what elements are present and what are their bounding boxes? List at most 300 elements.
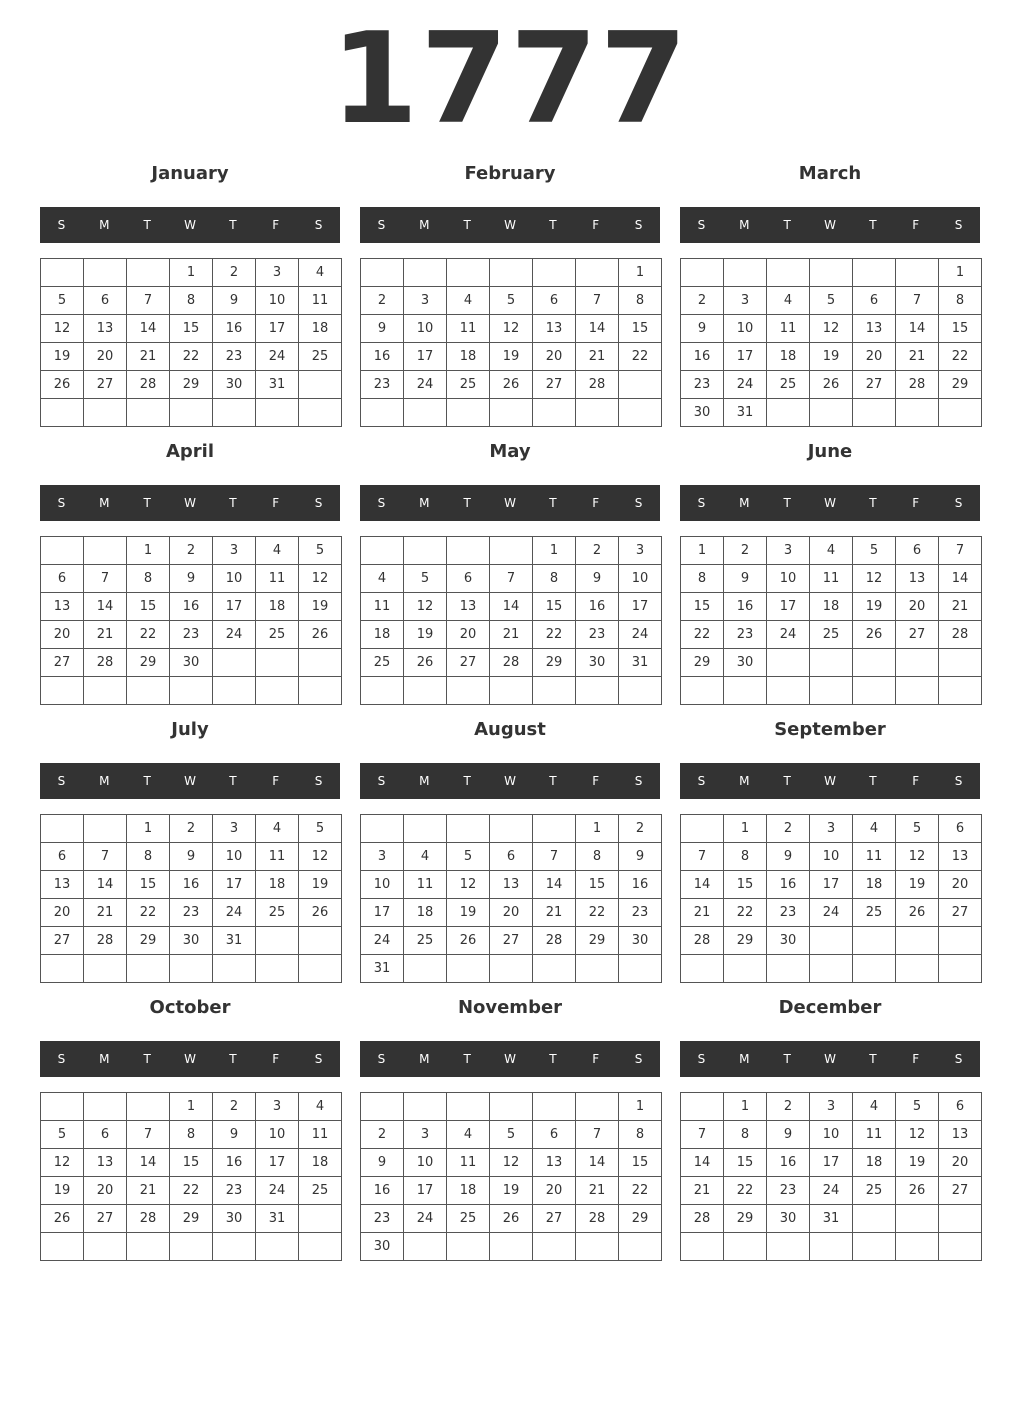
day-cell: 14	[576, 315, 619, 343]
day-cell: 8	[724, 1121, 767, 1149]
week-row	[681, 815, 982, 843]
day-grid	[40, 536, 342, 705]
day-cell: 12	[299, 565, 342, 593]
weekday-label: S	[634, 218, 643, 232]
weekday-label: F	[912, 496, 920, 510]
week-row	[681, 843, 982, 871]
weekday-label: W	[824, 774, 836, 788]
day-cell: 10	[256, 1121, 299, 1149]
day-cell: 29	[533, 649, 576, 677]
week-row	[41, 593, 342, 621]
empty-cell	[41, 677, 84, 705]
day-cell: 1	[619, 259, 662, 287]
week-row	[361, 1093, 662, 1121]
week-row	[41, 1205, 342, 1233]
day-cell: 3	[213, 815, 256, 843]
day-cell: 29	[127, 927, 170, 955]
week-row	[681, 1177, 982, 1205]
day-cell: 8	[127, 843, 170, 871]
day-cell: 4	[810, 537, 853, 565]
week-row	[681, 315, 982, 343]
week-row	[41, 621, 342, 649]
empty-cell	[681, 1093, 724, 1121]
empty-cell	[84, 955, 127, 983]
weekday-label: S	[377, 218, 386, 232]
day-cell: 7	[681, 843, 724, 871]
empty-cell	[939, 927, 982, 955]
week-row	[681, 259, 982, 287]
day-cell: 10	[619, 565, 662, 593]
day-cell: 24	[767, 621, 810, 649]
day-cell: 22	[127, 621, 170, 649]
week-row	[681, 649, 982, 677]
day-cell: 17	[724, 343, 767, 371]
weekday-label: S	[314, 774, 323, 788]
week-row	[681, 1205, 982, 1233]
day-cell: 16	[170, 871, 213, 899]
week-row	[41, 565, 342, 593]
weekday-label: F	[592, 1052, 600, 1066]
day-cell: 16	[619, 871, 662, 899]
empty-cell	[896, 259, 939, 287]
week-row	[361, 1177, 662, 1205]
day-cell: 3	[767, 537, 810, 565]
empty-cell	[299, 927, 342, 955]
day-cell: 22	[724, 899, 767, 927]
day-cell: 20	[853, 343, 896, 371]
empty-cell	[447, 955, 490, 983]
month-title: November	[457, 997, 563, 1018]
weekday-label: S	[634, 774, 643, 788]
empty-cell	[256, 955, 299, 983]
day-cell: 9	[576, 565, 619, 593]
empty-cell	[447, 259, 490, 287]
day-cell: 30	[170, 649, 213, 677]
day-cell: 22	[170, 1177, 213, 1205]
day-cell: 1	[533, 537, 576, 565]
weekday-label: T	[229, 218, 237, 232]
empty-cell	[299, 399, 342, 427]
day-cell: 10	[810, 1121, 853, 1149]
empty-cell	[853, 955, 896, 983]
day-cell: 29	[576, 927, 619, 955]
day-cell: 24	[810, 899, 853, 927]
day-cell: 12	[490, 315, 533, 343]
weekday-label: S	[314, 496, 323, 510]
day-cell: 21	[490, 621, 533, 649]
empty-cell	[127, 677, 170, 705]
day-cell: 15	[681, 593, 724, 621]
day-cell: 5	[299, 537, 342, 565]
week-row	[681, 871, 982, 899]
day-grid	[360, 1092, 662, 1261]
day-cell: 28	[84, 649, 127, 677]
day-cell: 5	[896, 1093, 939, 1121]
day-cell: 2	[361, 287, 404, 315]
week-row	[41, 1177, 342, 1205]
weekday-label: T	[549, 496, 557, 510]
day-cell: 19	[299, 871, 342, 899]
week-row	[361, 649, 662, 677]
weekday-header	[680, 207, 980, 243]
day-cell: 2	[170, 537, 213, 565]
day-cell: 22	[127, 899, 170, 927]
day-cell: 5	[404, 565, 447, 593]
day-cell: 11	[767, 315, 810, 343]
empty-cell	[361, 815, 404, 843]
day-cell: 4	[299, 259, 342, 287]
empty-cell	[619, 955, 662, 983]
week-row	[681, 621, 982, 649]
empty-cell	[213, 677, 256, 705]
day-cell: 5	[490, 287, 533, 315]
day-cell: 23	[724, 621, 767, 649]
day-grid	[360, 258, 662, 427]
day-cell: 1	[724, 815, 767, 843]
week-row	[681, 565, 982, 593]
day-cell: 30	[213, 371, 256, 399]
day-cell: 28	[84, 927, 127, 955]
weekday-label: W	[504, 1052, 516, 1066]
week-row	[361, 843, 662, 871]
weekday-header	[680, 1041, 980, 1077]
week-row	[681, 399, 982, 427]
day-cell: 1	[939, 259, 982, 287]
week-row	[681, 677, 982, 705]
day-cell: 23	[681, 371, 724, 399]
day-cell: 21	[533, 899, 576, 927]
empty-cell	[576, 399, 619, 427]
day-cell: 1	[170, 1093, 213, 1121]
empty-cell	[939, 955, 982, 983]
weekday-label: S	[634, 496, 643, 510]
weekday-header	[360, 485, 660, 521]
weekday-label: M	[739, 1052, 750, 1066]
weekday-label: M	[419, 774, 430, 788]
day-cell: 20	[533, 1177, 576, 1205]
day-cell: 2	[724, 537, 767, 565]
week-row	[361, 899, 662, 927]
week-row	[41, 871, 342, 899]
empty-cell	[619, 1233, 662, 1261]
day-cell: 13	[490, 871, 533, 899]
day-cell: 31	[256, 371, 299, 399]
week-row	[361, 593, 662, 621]
day-cell: 11	[299, 287, 342, 315]
day-cell: 26	[41, 371, 84, 399]
empty-cell	[299, 677, 342, 705]
day-cell: 15	[127, 871, 170, 899]
day-cell: 6	[84, 1121, 127, 1149]
day-cell: 8	[939, 287, 982, 315]
day-cell: 11	[404, 871, 447, 899]
day-cell: 3	[619, 537, 662, 565]
day-cell: 24	[404, 1205, 447, 1233]
empty-cell	[576, 955, 619, 983]
day-cell: 25	[447, 371, 490, 399]
day-cell: 15	[724, 1149, 767, 1177]
day-cell: 28	[576, 1205, 619, 1233]
weekday-label: T	[869, 496, 877, 510]
month-title: October	[149, 997, 231, 1018]
day-cell: 5	[810, 287, 853, 315]
day-cell: 5	[299, 815, 342, 843]
empty-cell	[170, 1233, 213, 1261]
day-cell: 9	[213, 287, 256, 315]
day-cell: 29	[170, 371, 213, 399]
empty-cell	[256, 649, 299, 677]
day-cell: 1	[127, 537, 170, 565]
weekday-label: T	[463, 496, 471, 510]
day-cell: 24	[404, 371, 447, 399]
day-cell: 20	[84, 1177, 127, 1205]
empty-cell	[256, 1233, 299, 1261]
week-row	[41, 259, 342, 287]
empty-cell	[939, 1233, 982, 1261]
day-cell: 18	[256, 593, 299, 621]
empty-cell	[170, 677, 213, 705]
weekday-label: S	[954, 496, 963, 510]
empty-cell	[681, 259, 724, 287]
day-cell: 30	[767, 1205, 810, 1233]
day-cell: 28	[681, 927, 724, 955]
day-cell: 26	[490, 371, 533, 399]
day-cell: 26	[810, 371, 853, 399]
day-cell: 22	[724, 1177, 767, 1205]
day-cell: 20	[490, 899, 533, 927]
day-grid	[360, 814, 662, 983]
empty-cell	[84, 399, 127, 427]
weekday-label: S	[57, 774, 66, 788]
empty-cell	[84, 677, 127, 705]
day-cell: 5	[447, 843, 490, 871]
day-cell: 18	[299, 1149, 342, 1177]
empty-cell	[810, 649, 853, 677]
empty-cell	[170, 399, 213, 427]
day-cell: 28	[127, 1205, 170, 1233]
day-cell: 26	[299, 621, 342, 649]
day-cell: 9	[170, 843, 213, 871]
day-cell: 24	[361, 927, 404, 955]
day-cell: 12	[447, 871, 490, 899]
month-title: March	[798, 163, 862, 184]
weekday-label: F	[592, 774, 600, 788]
week-row	[41, 899, 342, 927]
week-row	[361, 371, 662, 399]
weekday-label: F	[912, 1052, 920, 1066]
empty-cell	[299, 1233, 342, 1261]
weekday-label: F	[272, 496, 280, 510]
month-title: July	[171, 719, 209, 740]
week-row	[361, 1121, 662, 1149]
day-cell: 21	[576, 1177, 619, 1205]
day-cell: 27	[41, 649, 84, 677]
weekday-label: M	[99, 774, 110, 788]
day-cell: 19	[490, 1177, 533, 1205]
day-cell: 14	[127, 1149, 170, 1177]
empty-cell	[853, 259, 896, 287]
day-cell: 26	[490, 1205, 533, 1233]
week-row	[41, 677, 342, 705]
day-cell: 17	[767, 593, 810, 621]
day-cell: 23	[170, 899, 213, 927]
day-cell: 16	[767, 1149, 810, 1177]
weekday-label: M	[419, 496, 430, 510]
day-cell: 2	[767, 815, 810, 843]
empty-cell	[490, 399, 533, 427]
day-cell: 12	[299, 843, 342, 871]
weekday-label: S	[697, 218, 706, 232]
day-cell: 16	[361, 343, 404, 371]
day-cell: 8	[170, 1121, 213, 1149]
empty-cell	[853, 649, 896, 677]
empty-cell	[939, 1205, 982, 1233]
week-row	[361, 621, 662, 649]
empty-cell	[767, 677, 810, 705]
day-cell: 6	[853, 287, 896, 315]
day-cell: 20	[896, 593, 939, 621]
empty-cell	[447, 677, 490, 705]
empty-cell	[533, 1233, 576, 1261]
day-cell: 3	[404, 1121, 447, 1149]
week-row	[681, 1121, 982, 1149]
empty-cell	[127, 1233, 170, 1261]
empty-cell	[127, 955, 170, 983]
empty-cell	[490, 259, 533, 287]
weekday-label: F	[912, 218, 920, 232]
day-cell: 12	[810, 315, 853, 343]
empty-cell	[490, 815, 533, 843]
empty-cell	[41, 955, 84, 983]
empty-cell	[533, 1093, 576, 1121]
empty-cell	[84, 537, 127, 565]
day-cell: 4	[447, 1121, 490, 1149]
day-cell: 29	[619, 1205, 662, 1233]
empty-cell	[576, 259, 619, 287]
day-cell: 30	[681, 399, 724, 427]
empty-cell	[533, 815, 576, 843]
day-cell: 4	[404, 843, 447, 871]
day-cell: 10	[361, 871, 404, 899]
day-cell: 16	[724, 593, 767, 621]
day-cell: 8	[576, 843, 619, 871]
empty-cell	[767, 399, 810, 427]
day-cell: 7	[84, 843, 127, 871]
week-row	[41, 371, 342, 399]
week-row	[681, 899, 982, 927]
week-row	[681, 537, 982, 565]
weekday-label: W	[504, 496, 516, 510]
day-cell: 9	[619, 843, 662, 871]
week-row	[361, 927, 662, 955]
day-cell: 6	[41, 843, 84, 871]
empty-cell	[724, 955, 767, 983]
day-cell: 6	[896, 537, 939, 565]
day-cell: 25	[299, 343, 342, 371]
day-cell: 27	[939, 1177, 982, 1205]
day-cell: 27	[447, 649, 490, 677]
day-cell: 27	[490, 927, 533, 955]
day-cell: 18	[447, 1177, 490, 1205]
day-cell: 22	[170, 343, 213, 371]
day-cell: 6	[447, 565, 490, 593]
empty-cell	[490, 1233, 533, 1261]
day-cell: 30	[170, 927, 213, 955]
day-cell: 14	[84, 871, 127, 899]
day-grid	[680, 536, 982, 705]
day-cell: 25	[256, 899, 299, 927]
day-cell: 21	[127, 1177, 170, 1205]
day-cell: 19	[41, 1177, 84, 1205]
day-cell: 27	[84, 371, 127, 399]
empty-cell	[619, 677, 662, 705]
day-cell: 17	[619, 593, 662, 621]
week-row	[41, 955, 342, 983]
day-grid	[40, 258, 342, 427]
empty-cell	[576, 1093, 619, 1121]
day-cell: 31	[810, 1205, 853, 1233]
week-row	[361, 815, 662, 843]
day-cell: 16	[361, 1177, 404, 1205]
day-cell: 1	[127, 815, 170, 843]
day-cell: 15	[619, 315, 662, 343]
day-cell: 11	[853, 1121, 896, 1149]
day-cell: 14	[127, 315, 170, 343]
day-cell: 19	[299, 593, 342, 621]
day-cell: 8	[127, 565, 170, 593]
day-cell: 13	[41, 593, 84, 621]
week-row	[41, 537, 342, 565]
day-cell: 26	[447, 927, 490, 955]
weekday-label: T	[463, 1052, 471, 1066]
weekday-label: T	[783, 496, 791, 510]
week-row	[361, 565, 662, 593]
week-row	[361, 343, 662, 371]
weekday-label: S	[634, 1052, 643, 1066]
day-cell: 17	[361, 899, 404, 927]
day-cell: 23	[213, 343, 256, 371]
day-cell: 5	[41, 1121, 84, 1149]
day-cell: 8	[170, 287, 213, 315]
day-cell: 19	[896, 1149, 939, 1177]
weekday-label: T	[869, 218, 877, 232]
day-cell: 30	[576, 649, 619, 677]
weekday-label: M	[419, 1052, 430, 1066]
day-cell: 18	[361, 621, 404, 649]
day-cell: 23	[767, 1177, 810, 1205]
day-cell: 14	[896, 315, 939, 343]
empty-cell	[533, 677, 576, 705]
empty-cell	[41, 399, 84, 427]
day-cell: 30	[619, 927, 662, 955]
weekday-label: S	[377, 496, 386, 510]
day-cell: 23	[170, 621, 213, 649]
week-row	[41, 1149, 342, 1177]
day-cell: 7	[490, 565, 533, 593]
week-row	[681, 1093, 982, 1121]
day-cell: 29	[724, 927, 767, 955]
empty-cell	[810, 399, 853, 427]
empty-cell	[896, 1205, 939, 1233]
day-cell: 2	[576, 537, 619, 565]
day-grid	[680, 258, 982, 427]
weekday-label: S	[57, 218, 66, 232]
weekday-label: S	[697, 496, 706, 510]
day-cell: 28	[896, 371, 939, 399]
week-row	[361, 1205, 662, 1233]
empty-cell	[724, 259, 767, 287]
day-cell: 16	[170, 593, 213, 621]
